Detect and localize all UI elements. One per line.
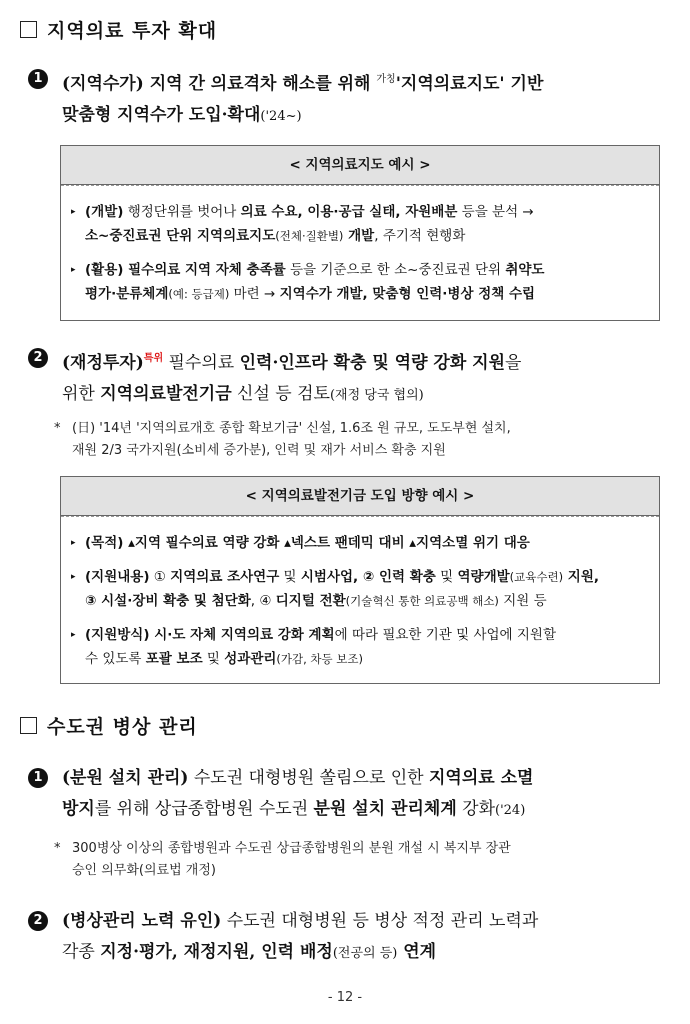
bullet-text: 지역수가 개발, 맞춤형 인력·병상 정책 수립 <box>279 286 536 302</box>
item-text-part: (지역수가) 지역 간 의료격차 해소를 위해 <box>62 74 377 94</box>
panel-body <box>61 185 659 320</box>
item-text <box>28 343 664 411</box>
item-text-part: 인력·인프라 확충 및 역량 강화 지원 <box>239 353 506 373</box>
item-text-part: (분원 설치 관리) <box>62 768 189 788</box>
panel-body <box>61 516 659 685</box>
bullet-text: (활용) 필수의료 지역 자체 충족률 <box>85 262 286 278</box>
bullet-text: 개발 <box>343 228 375 244</box>
footnote-line: 승인 의무화(의료법 개정) <box>72 863 216 878</box>
triangle-bullet-icon: ▸ <box>71 265 76 275</box>
section-heading <box>20 16 217 43</box>
bullet-text: (전체·질환별) <box>275 229 344 243</box>
bullet-text: (기술혁신 통한 의료공백 해소) <box>345 594 499 608</box>
item-text-part: 연계 <box>397 942 437 962</box>
bullet-text: 등을 기준으로 한 소~중진료권 단위 <box>285 262 506 278</box>
bullet-text: 지원, <box>563 569 599 585</box>
item-text-part: ('24~) <box>260 109 302 124</box>
item-text-part: 지정·평가, 재정지원, 인력 배정 <box>100 942 333 962</box>
checkbox-square-icon <box>20 717 37 734</box>
number-badge: 2 <box>28 911 48 931</box>
bullet-text: (예: 등급제) <box>168 287 230 301</box>
list-item <box>28 64 664 132</box>
bullet-text: (지원방식) 시·도 자체 지역의료 강화 계획 <box>85 627 335 643</box>
item-text-part: 을 <box>505 353 522 373</box>
item-text-part: (전공의 등) <box>332 946 398 961</box>
example-panel <box>60 145 660 321</box>
number-badge: 1 <box>28 768 48 788</box>
superscript: 특위 <box>143 353 164 364</box>
page-number: - 12 - <box>327 990 363 1005</box>
item-text-part: 필수의료 <box>163 353 240 373</box>
bullet-text: 및 <box>435 569 458 585</box>
footnote <box>54 418 660 462</box>
bullet-text: 역량개발 <box>457 569 510 585</box>
number-badge: 2 <box>28 348 48 368</box>
section-title: 지역의료 투자 확대 <box>47 20 218 42</box>
bullet-text: 의료 수요, 이용·공급 실태, 자원배분 <box>240 204 458 220</box>
bullet-text: 에 따라 필요한 기관 및 사업에 지원할 <box>334 627 556 643</box>
example-panel <box>60 476 660 684</box>
list-item <box>28 343 664 411</box>
bullet-text: 마련 → <box>229 286 280 302</box>
bullet-text: (목적) ▴지역 필수의료 역량 강화 ▴넥스트 팬데믹 대비 ▴지역소멸 위기 대응 <box>85 535 530 551</box>
bullet-text: 및 <box>279 569 301 585</box>
bullet-text: 취약도 <box>505 262 545 278</box>
bullet-text: (교육수련) <box>509 570 564 584</box>
bullet-text: 소~중진료권 단위 지역의료지도 <box>85 228 276 244</box>
bullet-text: 등을 분석 → <box>457 204 534 220</box>
item-text-part: 강화 <box>456 799 496 819</box>
list-item <box>28 906 664 969</box>
bullet-text: 평가·분류체계 <box>85 286 169 302</box>
triangle-bullet-icon: ▸ <box>71 572 76 582</box>
item-text <box>28 906 664 969</box>
bullet-text: 시범사업, ② 인력 확충 <box>300 569 436 585</box>
item-text-part: 수도권 대형병원 쏠림으로 인한 <box>188 768 429 788</box>
triangle-bullet-icon: ▸ <box>71 630 76 640</box>
section-title: 수도권 병상 관리 <box>47 716 198 738</box>
triangle-bullet-icon: ▸ <box>71 207 76 217</box>
bullet-text: ③ 시설·장비 확충 및 첨단화 <box>85 593 251 609</box>
bullet-text: 행정단위를 벗어나 <box>123 204 241 220</box>
bullet-text: 지역의료 조사연구 <box>170 569 280 585</box>
item-text-part: 위한 <box>62 384 101 404</box>
item-text-part: 방지 <box>62 799 95 819</box>
item-text-part: '지역의료지도' 기반 <box>395 74 544 94</box>
item-text-part: (병상관리 노력 유인) <box>62 911 222 931</box>
bullet-text: (지원내용) <box>85 569 150 585</box>
section-heading <box>20 712 198 739</box>
bullet-text: , 주기적 현행화 <box>374 228 466 244</box>
bullet-text: 수 있도록 <box>85 651 146 667</box>
item-text-part: ('24) <box>495 803 526 818</box>
item-text-part: 수도권 대형병원 등 병상 적정 관리 노력과 <box>221 911 539 931</box>
bullet-item <box>71 531 649 555</box>
item-text-part: 맞춤형 지역수가 도입·확대 <box>62 105 261 125</box>
asterisk: * <box>54 421 61 436</box>
bullet-text: 성과관리 <box>224 651 277 667</box>
bullet-text: 지원 등 <box>498 593 547 609</box>
bullet-item <box>71 200 649 248</box>
list-item <box>28 763 664 826</box>
item-text <box>28 763 664 826</box>
item-text-part: 신설 등 검토 <box>231 384 330 404</box>
footnote <box>54 838 660 882</box>
panel-header: < 지역의료지도 예시 > <box>61 146 659 185</box>
number-badge: 1 <box>28 69 48 89</box>
bullet-text: ① <box>149 569 171 585</box>
bullet-text: , ④ <box>250 593 276 609</box>
bullet-item <box>71 258 649 306</box>
item-text-part: 지역의료발전기금 <box>100 384 232 404</box>
asterisk: * <box>54 841 61 856</box>
checkbox-square-icon <box>20 21 37 38</box>
item-text-part: (재정 당국 협의) <box>329 388 424 403</box>
bullet-text: (가감, 차등 보조) <box>276 652 364 666</box>
bullet-item <box>71 623 649 671</box>
item-text <box>28 64 664 132</box>
superscript: 가칭 <box>376 74 396 85</box>
bullet-item <box>71 565 649 613</box>
item-text-part: (재정투자) <box>62 353 144 373</box>
bullet-text: 포괄 보조 <box>145 651 203 667</box>
panel-header: < 지역의료발전기금 도입 방향 예시 > <box>61 477 659 516</box>
item-text-part: 를 위해 상급종합병원 수도권 <box>94 799 314 819</box>
footnote-line: 재원 2/3 국가지원(소비세 증가분), 인력 및 재가 서비스 확충 지원 <box>72 443 446 458</box>
item-text-part: 지역의료 소멸 <box>428 768 534 788</box>
footnote-line: 300병상 이상의 종합병원과 수도권 상급종합병원의 분원 개설 시 복지부 장관 <box>72 841 511 856</box>
item-text-part: 각종 <box>62 942 101 962</box>
bullet-text: (개발) <box>85 204 124 220</box>
triangle-bullet-icon: ▸ <box>71 538 76 548</box>
footnote-line: (日) '14년 '지역의료개호 종합 확보기금' 신설, 1.6조 원 규모, 도도부현 설치, <box>72 421 511 436</box>
bullet-text: 디지털 전환 <box>275 593 346 609</box>
bullet-text: 및 <box>202 651 225 667</box>
item-text-part: 분원 설치 관리체계 <box>313 799 457 819</box>
